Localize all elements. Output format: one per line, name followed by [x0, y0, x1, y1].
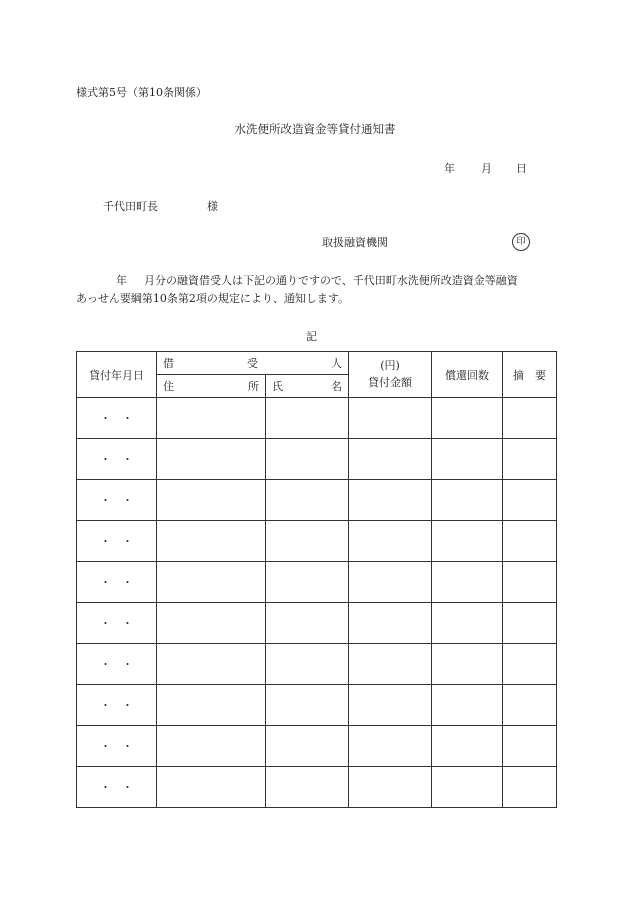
repayment-cell[interactable]	[432, 562, 503, 603]
amount-cell[interactable]	[349, 439, 432, 480]
name-cell[interactable]	[266, 685, 349, 726]
name-cell[interactable]	[266, 562, 349, 603]
repayment-cell[interactable]	[432, 480, 503, 521]
table-row	[77, 480, 557, 521]
institution-label: 取扱融資機関	[322, 236, 388, 249]
address-char-1: 住	[163, 380, 174, 393]
name-cell[interactable]	[266, 439, 349, 480]
body-year: 年	[116, 274, 127, 287]
name-cell[interactable]	[266, 726, 349, 767]
loan-date-cell[interactable]: ・ ・	[77, 603, 157, 644]
header-summary: 摘 要	[503, 352, 557, 398]
repayment-cell[interactable]	[432, 439, 503, 480]
summary-cell[interactable]	[503, 480, 557, 521]
amount-cell[interactable]	[349, 644, 432, 685]
name-char-2: 名	[331, 380, 342, 393]
loan-date-cell[interactable]: ・ ・	[77, 644, 157, 685]
address-char-2: 所	[248, 380, 259, 393]
repayment-cell[interactable]	[432, 603, 503, 644]
table-row	[77, 767, 557, 808]
table-row	[77, 726, 557, 767]
address-cell[interactable]	[157, 726, 266, 767]
summary-cell[interactable]	[503, 603, 557, 644]
document-title: 水洗便所改造資金等貸付通知書	[234, 122, 396, 136]
amount-label: 貸付金額	[368, 375, 412, 389]
header-loan-amount	[349, 352, 432, 398]
summary-cell[interactable]	[503, 644, 557, 685]
summary-cell[interactable]	[503, 521, 557, 562]
address-cell[interactable]	[157, 439, 266, 480]
addressee-name: 千代田町長	[103, 200, 158, 213]
header-repayment-count: 償還回数	[432, 352, 503, 398]
address-cell[interactable]	[157, 398, 266, 439]
header-loan-date: 貸付年月日	[77, 352, 157, 398]
loan-date-cell[interactable]: ・ ・	[77, 439, 157, 480]
loan-date-cell[interactable]: ・ ・	[77, 521, 157, 562]
body-line-1	[116, 274, 518, 287]
table-row	[77, 644, 557, 685]
table-row	[77, 562, 557, 603]
loan-date-cell[interactable]: ・ ・	[77, 685, 157, 726]
summary-cell[interactable]	[503, 439, 557, 480]
loan-date-cell[interactable]: ・ ・	[77, 480, 157, 521]
amount-cell[interactable]	[349, 398, 432, 439]
date-month: 月	[481, 162, 492, 175]
repayment-cell[interactable]	[432, 726, 503, 767]
seal-mark: 印	[512, 233, 530, 251]
name-cell[interactable]	[266, 480, 349, 521]
borrower-char-3: 人	[331, 357, 342, 370]
loan-date-cell[interactable]: ・ ・	[77, 562, 157, 603]
amount-cell[interactable]	[349, 480, 432, 521]
amount-unit: (円)	[380, 359, 400, 372]
address-cell[interactable]	[157, 685, 266, 726]
body-line-2: あっせん要綱第10条第2項の規定により、通知します。	[76, 292, 350, 305]
table-row	[77, 603, 557, 644]
name-cell[interactable]	[266, 521, 349, 562]
address-cell[interactable]	[157, 767, 266, 808]
body-line-1-rest: 月分の融資借受人は下記の通りですので、千代田町水洗便所改造資金等融資	[144, 274, 518, 287]
summary-cell[interactable]	[503, 767, 557, 808]
summary-cell[interactable]	[503, 685, 557, 726]
address-cell[interactable]	[157, 480, 266, 521]
amount-cell[interactable]	[349, 767, 432, 808]
address-cell[interactable]	[157, 562, 266, 603]
borrower-char-1: 借	[163, 357, 174, 370]
loan-date-cell[interactable]: ・ ・	[77, 726, 157, 767]
loan-rows	[77, 398, 557, 808]
table-row	[77, 439, 557, 480]
header-borrower	[157, 352, 349, 375]
repayment-cell[interactable]	[432, 767, 503, 808]
amount-cell[interactable]	[349, 603, 432, 644]
amount-cell[interactable]	[349, 562, 432, 603]
repayment-cell[interactable]	[432, 644, 503, 685]
amount-cell[interactable]	[349, 726, 432, 767]
table-row	[77, 398, 557, 439]
name-char-1: 氏	[272, 380, 283, 393]
name-cell[interactable]	[266, 767, 349, 808]
loan-date-cell[interactable]: ・ ・	[77, 398, 157, 439]
amount-cell[interactable]	[349, 521, 432, 562]
ki-heading: 記	[306, 330, 317, 343]
date-day: 日	[516, 162, 527, 175]
header-address	[157, 375, 266, 398]
address-cell[interactable]	[157, 521, 266, 562]
repayment-cell[interactable]	[432, 398, 503, 439]
summary-cell[interactable]	[503, 398, 557, 439]
summary-cell[interactable]	[503, 726, 557, 767]
addressee-suffix: 様	[207, 200, 218, 213]
name-cell[interactable]	[266, 398, 349, 439]
loan-date-cell[interactable]: ・ ・	[77, 767, 157, 808]
form-number: 様式第5号（第10条関係）	[76, 86, 207, 99]
summary-cell[interactable]	[503, 562, 557, 603]
name-cell[interactable]	[266, 603, 349, 644]
borrower-char-2: 受	[247, 357, 258, 370]
date-year: 年	[444, 162, 455, 175]
address-cell[interactable]	[157, 603, 266, 644]
table-row	[77, 521, 557, 562]
table-row	[77, 685, 557, 726]
repayment-cell[interactable]	[432, 521, 503, 562]
loan-table	[76, 351, 557, 808]
header-name	[266, 375, 349, 398]
repayment-cell[interactable]	[432, 685, 503, 726]
name-cell[interactable]	[266, 644, 349, 685]
address-cell[interactable]	[157, 644, 266, 685]
amount-cell[interactable]	[349, 685, 432, 726]
